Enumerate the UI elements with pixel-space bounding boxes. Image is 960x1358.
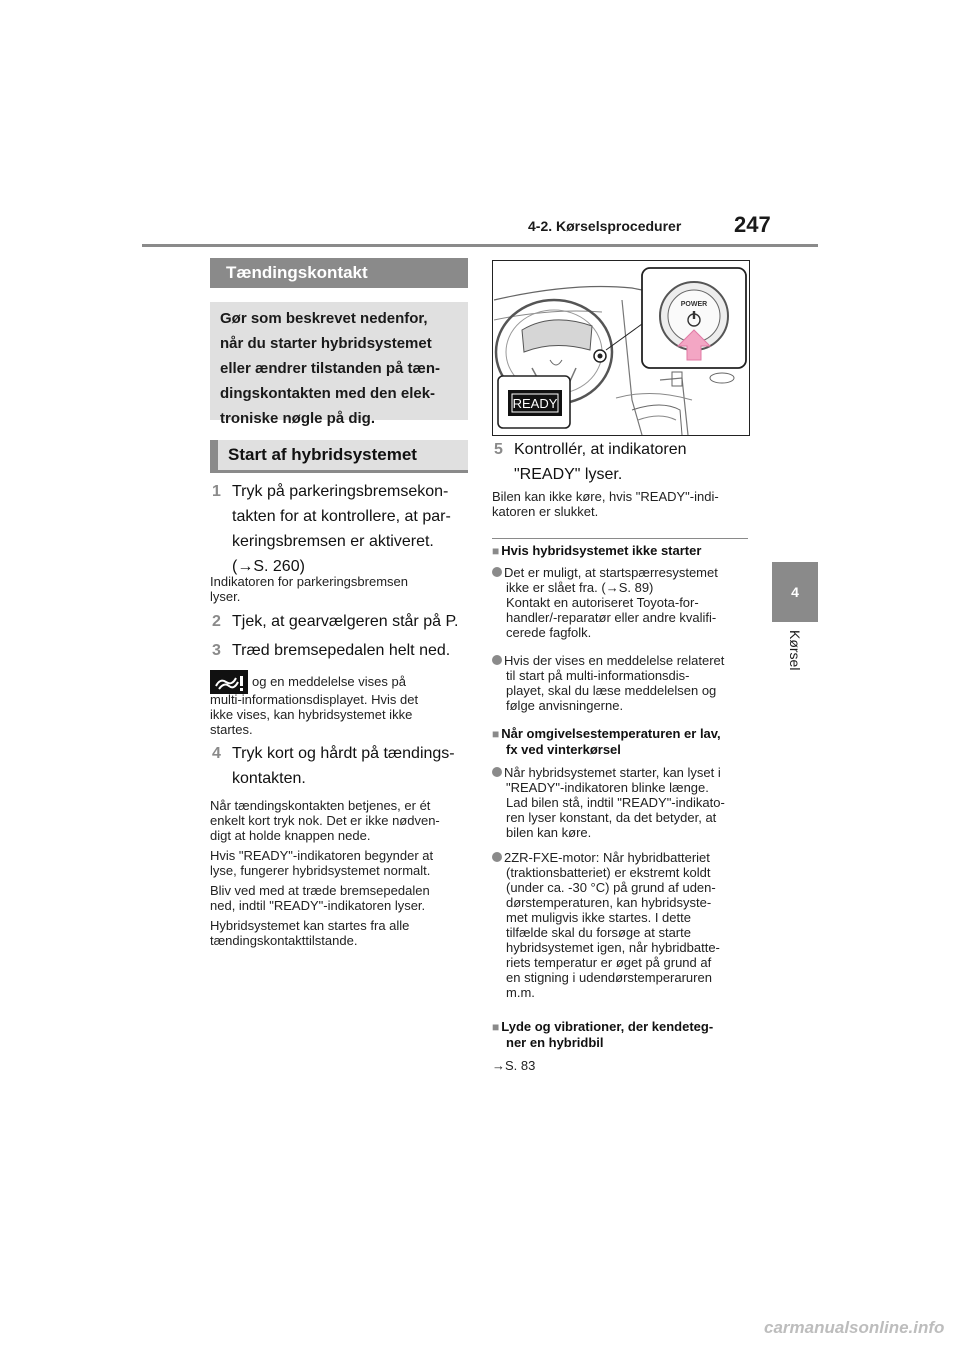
bullet-line: (under ca. -30 °C) på grund af uden- [506, 880, 716, 895]
page-number: 247 [734, 212, 771, 237]
step-text: Tjek, at gearvælgeren står på P. [232, 613, 459, 630]
intro-note [210, 302, 468, 427]
step-3-note-first: og en meddelelse vises på [252, 674, 406, 689]
intro-note-line: eller ændrer tilstanden på tæn- [220, 360, 441, 377]
bullet-item [492, 850, 720, 1000]
bullet-line: playet, skal du læse meddelelsen og [506, 683, 717, 698]
bullet-item [492, 565, 718, 640]
bullet-line: ikke er slået fra. (→S. 89) [506, 580, 654, 595]
step-4-notes [210, 798, 440, 948]
step-text: Tryk kort og hårdt på tændings- [232, 745, 455, 762]
header-divider [142, 244, 818, 247]
step-text: Træd bremsepedalen helt ned. [232, 642, 451, 659]
step-number: 3 [212, 642, 221, 659]
dashboard-illustration [492, 260, 750, 436]
bullet-line: Det er muligt, at startspærresystemet [504, 565, 718, 580]
header-section-title: 4-2. Kørselsprocedurer [528, 218, 682, 234]
topic-heading [492, 1019, 713, 1050]
square-bullet-icon: ■ [492, 544, 500, 558]
note-paragraph [210, 848, 440, 878]
step-1 [212, 479, 474, 579]
bullet-line: følge anvisningerne. [506, 698, 624, 713]
step-1-note [210, 574, 408, 604]
note-paragraph [210, 798, 440, 843]
note-line: ned, indtil "READY"-indikatoren lyser. [210, 898, 426, 913]
heading-text: Lyde og vibrationer, der kendeteg- [501, 1019, 714, 1034]
bullet-line: til start på multi-informationsdis- [506, 668, 690, 683]
note-line: Bilen kan ikke køre, hvis "READY"-indi- [492, 489, 719, 504]
step-5-note [492, 489, 719, 519]
bullet-line: dørstemperaturen, kan hybridsyste- [506, 895, 712, 910]
step-text: keringsbremsen er aktiveret. [232, 533, 434, 550]
round-bullet-icon [492, 767, 502, 777]
bullet-line: hybridsystemet igen, når hybridbatte- [506, 940, 720, 955]
step-number: 1 [212, 483, 221, 500]
note-line: lyser. [210, 589, 241, 604]
square-bullet-icon: ■ [492, 1020, 500, 1034]
bullet-line: m.m. [506, 985, 535, 1000]
step-2 [212, 609, 459, 634]
round-bullet-icon [492, 852, 502, 862]
step-3-note [210, 692, 418, 737]
bullet-line: ren lyser konstant, da det betyder, at [506, 810, 717, 825]
bullet-line: cerede fagfolk. [506, 625, 592, 640]
note-line: tændingskontakttilstande. [210, 933, 358, 948]
intro-note-line: dingskontakten med den elek- [220, 385, 436, 402]
note-line: enkelt kort tryk nok. Det er ikke nødven- [210, 813, 440, 828]
note-line: Hvis "READY"-indikatoren begynder at [210, 848, 434, 863]
page-reference: →S. 83 [492, 1058, 536, 1073]
step-text: Kontrollér, at indikatoren [514, 441, 687, 458]
note-line: Hybridsystemet kan startes fra alle [210, 918, 410, 933]
section-divider [492, 538, 748, 539]
note-line: multi-informationsdisplayet. Hvis det [210, 692, 419, 707]
watermark: carmanualsonline.info [764, 1318, 945, 1337]
brake-indicator-icon [210, 670, 248, 694]
bullet-line: bilen kan køre. [506, 825, 592, 840]
step-5 [494, 437, 687, 487]
bullet-item [492, 653, 724, 713]
round-bullet-icon [492, 655, 502, 665]
subsection-title: Start af hybridsystemet [210, 440, 468, 473]
note-line: Indikatoren for parkeringsbremsen [210, 574, 408, 589]
intro-note-line: Gør som beskrevet nedenfor, [220, 310, 428, 327]
bullet-line: (traktionsbatteriet) er ekstremt koldt [506, 865, 711, 880]
square-bullet-icon: ■ [492, 727, 500, 741]
bullet-line: Kontakt en autoriseret Toyota-for- [506, 595, 699, 610]
step-4 [212, 741, 455, 791]
bullet-line: met muligvis ikke startes. I dette [506, 910, 691, 925]
topic-heading [492, 543, 701, 559]
bullet-line: 2ZR-FXE-motor: Når hybridbatteriet [504, 850, 710, 865]
step-number: 5 [494, 441, 503, 458]
intro-note-line: troniske nøgle på dig. [220, 410, 376, 427]
power-label: POWER [680, 301, 708, 308]
chapter-label [779, 630, 809, 690]
bullet-line: Hvis der vises en meddelelse relateret [504, 653, 725, 668]
bullet-line: Lad bilen stå, indtil "READY"-indikato- [506, 795, 725, 810]
note-paragraph [210, 883, 440, 913]
page-reference: (→S. 260) [232, 558, 305, 575]
note-line: ikke vises, kan hybridsystemet ikke [210, 707, 413, 722]
heading-text: fx ved vinterkørsel [506, 742, 621, 757]
section-title: Tændingskontakt [210, 258, 468, 288]
chapter-label-text: Kørsel [787, 630, 803, 671]
step-text: "READY" lyser. [514, 466, 623, 483]
step-3 [212, 638, 450, 663]
note-line: Bliv ved med at træde bremsepedalen [210, 883, 430, 898]
step-text: kontakten. [232, 770, 306, 787]
heading-text: ner en hybridbil [506, 1035, 604, 1050]
note-line: startes. [210, 722, 253, 737]
heading-text: Når omgivelsestemperaturen er lav, [501, 726, 721, 741]
bullet-line: en stigning i udendørstemperaruren [506, 970, 712, 985]
intro-note-line: når du starter hybridsystemet [220, 335, 432, 352]
note-line: katoren er slukket. [492, 504, 599, 519]
step-text: Tryk på parkeringsbremsekon- [232, 483, 449, 500]
ready-label: READY [512, 396, 558, 411]
bullet-line: Når hybridsystemet starter, kan lyset i [504, 765, 721, 780]
step-number: 2 [212, 613, 221, 630]
note-paragraph [210, 918, 440, 948]
note-line: digt at holde knappen nede. [210, 828, 371, 843]
bullet-line: tilfælde skal du forsøge at starte [506, 925, 691, 940]
bullet-line: "READY"-indikatoren blinke længe. [506, 780, 709, 795]
round-bullet-icon [492, 567, 502, 577]
topic-heading [492, 726, 721, 757]
step-number: 4 [212, 745, 221, 762]
bullet-line: handler/-reparatør eller andre kvalifi- [506, 610, 717, 625]
chapter-tab: 4 [772, 562, 818, 622]
note-line: Når tændingskontakten betjenes, er ét [210, 798, 431, 813]
bullet-line: riets temperatur er øget på grund af [506, 955, 712, 970]
note-line: lyse, fungerer hybridsystemet normalt. [210, 863, 431, 878]
heading-text: Hvis hybridsystemet ikke starter [501, 543, 702, 558]
bullet-item [492, 765, 725, 840]
step-text: takten for at kontrollere, at par- [232, 508, 451, 525]
